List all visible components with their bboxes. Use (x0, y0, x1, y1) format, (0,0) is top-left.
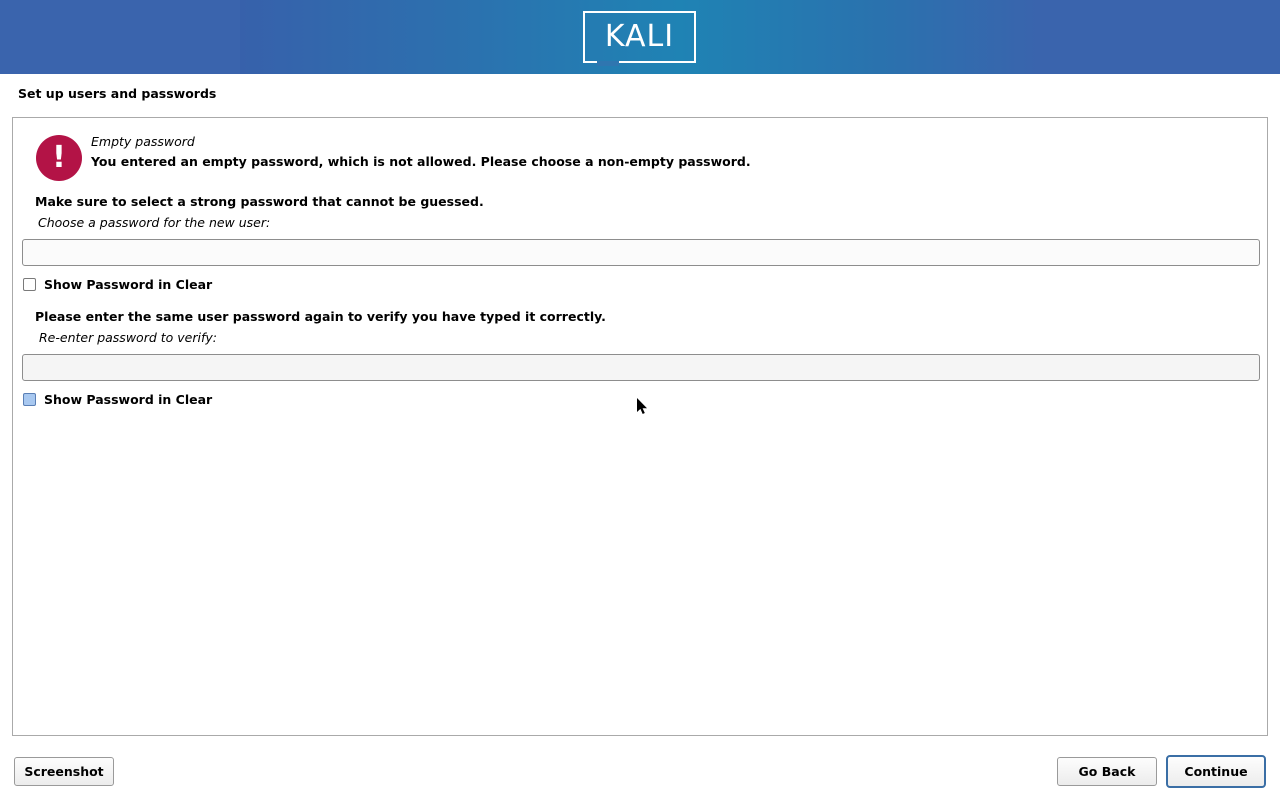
show-password-label-1: Show Password in Clear (44, 276, 213, 292)
verify-password-input[interactable] (22, 354, 1260, 381)
kali-banner (0, 0, 1280, 74)
kali-logo-notch (597, 61, 619, 66)
go-back-button[interactable]: Go Back (1057, 757, 1157, 786)
verify-field-label: Re-enter password to verify: (39, 330, 217, 345)
exclamation-icon-glyph: ! (52, 140, 66, 175)
error-title: Empty password (91, 134, 195, 149)
show-password-checkbox-2[interactable] (23, 391, 212, 407)
password-input[interactable] (22, 239, 1260, 266)
kali-logo-text: KALI (604, 19, 675, 54)
page-title: Set up users and passwords (18, 86, 217, 101)
screenshot-button[interactable]: Screenshot (14, 757, 114, 786)
checkbox-box-1[interactable] (23, 278, 36, 291)
kali-logo (583, 11, 696, 63)
exclamation-icon (36, 135, 82, 181)
password-strength-instruction: Make sure to select a strong password that cannot be guessed. (35, 194, 484, 209)
error-message: You entered an empty password, which is not allowed. Please choose a non-empty password. (91, 154, 751, 169)
password-field-label: Choose a password for the new user: (38, 215, 271, 230)
continue-button[interactable]: Continue (1166, 755, 1266, 788)
checkbox-box-2[interactable] (23, 393, 36, 406)
show-password-checkbox-1[interactable] (23, 276, 212, 292)
installer-panel (12, 117, 1268, 736)
show-password-label-2: Show Password in Clear (44, 391, 213, 407)
verify-instruction: Please enter the same user password again to verify you have typed it correctly. (35, 309, 606, 324)
error-banner (23, 125, 1253, 187)
